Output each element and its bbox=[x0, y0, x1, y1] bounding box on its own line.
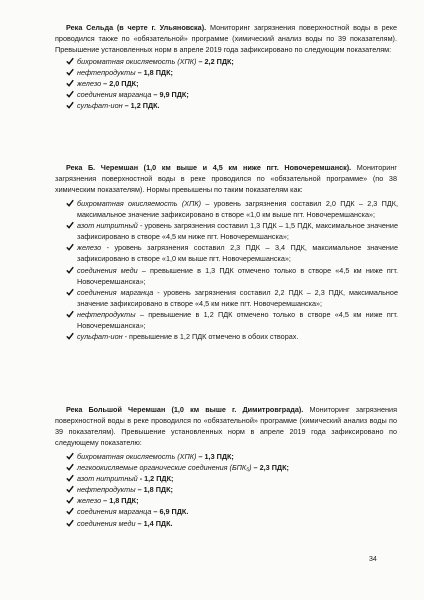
indicator-name: железо bbox=[77, 496, 102, 506]
section-1-paragraph bbox=[55, 22, 397, 55]
list-item bbox=[66, 56, 398, 67]
checkmark-icon bbox=[66, 220, 75, 230]
list-item bbox=[66, 78, 398, 89]
section-1-title: Река Сельда (в черте г. Ульяновска). bbox=[66, 23, 207, 32]
checkmark-icon bbox=[66, 198, 75, 208]
checkmark-icon bbox=[66, 518, 75, 528]
list-item bbox=[66, 462, 398, 473]
indicator-value: – 2,3 ПДК; bbox=[251, 463, 289, 473]
indicator-value: – 1,8 ПДК; bbox=[101, 496, 139, 506]
indicator-text: - превышение в 1,2 ПДК отмечено в обоих створах. bbox=[122, 332, 299, 342]
indicator-value: – 1,4 ПДК. bbox=[135, 518, 173, 528]
indicator-name: азот нитритный bbox=[77, 221, 138, 231]
list-item bbox=[66, 484, 398, 495]
section-2-intro: Мониторинг загрязнения поверхностной воды в реке проводился по «обязательной программе» (по 38 химическим показателям). Нормы превышены по таким показателям как: bbox=[55, 163, 398, 195]
indicator-name: соединения меди bbox=[77, 518, 136, 528]
indicator-text: - уровень загрязнения составил 2,3 ПДК – 3,4 ПДК, максимальное значение зафиксировано в створе «1,0 км выше пгт. Новочеремшанска»; bbox=[77, 243, 398, 264]
checkmark-icon bbox=[66, 89, 75, 99]
list-item bbox=[66, 67, 398, 78]
section-1-intro: Мониторинг загрязнения поверхностной воды в реке проводился также по «обязательной» программе (химический анализ воды по 39 показателям). Превышение установленных норм в апреле 2019 года зафиксировано по следующим показателям: bbox=[55, 23, 398, 55]
indicator-name: железо bbox=[77, 79, 102, 89]
indicator-text: – уровень загрязнения составил 2,0 ПДК – 2,3 ПДК, максимальное значение зафиксировано в створе «1,0 км выше пгт. Новочеремшанска»; bbox=[77, 199, 398, 220]
indicator-value: – 6,9 ПДК. bbox=[151, 507, 189, 517]
checkmark-icon bbox=[66, 309, 75, 319]
checkmark-icon bbox=[66, 451, 75, 461]
indicator-name: сульфат-ион bbox=[77, 332, 123, 342]
indicator-text: - уровень загрязнения составил 2,2 ПДК – 2,3 ПДК, максимальное значение зафиксировано в створе «4,5 км ниже пгт. Новочеремшанска»; bbox=[77, 287, 398, 308]
indicator-name: легкоокисляемые органические соединения (БПК₅) bbox=[77, 463, 252, 473]
indicator-name: соединения меди bbox=[77, 265, 138, 275]
checkmark-icon bbox=[66, 100, 75, 110]
list-item bbox=[66, 495, 398, 506]
checkmark-icon bbox=[66, 56, 75, 66]
section-2-list bbox=[66, 198, 398, 342]
list-item bbox=[66, 331, 398, 342]
indicator-name: сульфат-ион bbox=[77, 101, 123, 111]
indicator-text: – превышение в 1,3 ПДК отмечено только в створе «4,5 км ниже пгт. Новочеремшанска»; bbox=[77, 265, 398, 286]
checkmark-icon bbox=[66, 462, 75, 472]
indicator-value: – 1,8 ПДК; bbox=[135, 68, 173, 78]
indicator-value: – 2,2 ПДК; bbox=[196, 57, 234, 66]
indicator-name: соединения марганца bbox=[77, 507, 152, 517]
checkmark-icon bbox=[66, 484, 75, 494]
indicator-value: – 1,2 ПДК. bbox=[122, 101, 160, 111]
indicator-text: - уровень загрязнения составил 1,3 ПДК – 1,5 ПДК, максимальное значение зафиксировано в створе «4,5 км ниже пгт. Новочеремшанска»; bbox=[77, 221, 399, 242]
checkmark-icon bbox=[66, 287, 75, 297]
list-item bbox=[66, 242, 398, 264]
list-item bbox=[66, 265, 398, 287]
indicator-name: железо bbox=[77, 243, 102, 253]
list-item bbox=[66, 309, 398, 331]
indicator-value: – 1,8 ПДК; bbox=[135, 485, 173, 495]
list-item bbox=[66, 287, 398, 309]
indicator-name: соединения марганца bbox=[77, 90, 152, 100]
indicator-text: – превышение в 1,2 ПДК отмечено только в створе «4,5 км ниже пгт. Новочеремшанска»; bbox=[77, 309, 398, 331]
list-item bbox=[66, 198, 398, 220]
indicator-name: нефтепродукты bbox=[77, 485, 136, 495]
list-item bbox=[66, 89, 398, 100]
indicator-value: - 1,2 ПДК; bbox=[137, 474, 174, 484]
checkmark-icon bbox=[66, 78, 75, 88]
section-3-intro: Мониторинг загрязнения поверхностной воды в реке проводился по «обязательной» программе (химический анализ воды по 39 показателям). Превышение установленных норм в апреле 2019 года зафиксировано по следующему показателю: bbox=[55, 405, 397, 448]
page-number: 34 bbox=[369, 556, 377, 563]
indicator-name: нефтепродукты bbox=[77, 309, 136, 319]
section-3-list bbox=[66, 451, 398, 529]
section-3-title: Река Большой Черемшан (1,0 км выше г. Димитровграда). bbox=[66, 405, 304, 414]
checkmark-icon bbox=[66, 242, 75, 252]
checkmark-icon bbox=[66, 473, 75, 483]
list-item bbox=[66, 220, 398, 242]
checkmark-icon bbox=[66, 495, 75, 505]
section-2-paragraph bbox=[55, 162, 397, 195]
list-item bbox=[66, 518, 398, 529]
indicator-name: нефтепродукты bbox=[77, 68, 136, 78]
list-item bbox=[66, 506, 398, 517]
indicator-name: бихроматная окисляемость (ХПК) bbox=[77, 452, 197, 461]
checkmark-icon bbox=[66, 67, 75, 77]
list-item bbox=[66, 451, 398, 462]
checkmark-icon bbox=[66, 265, 75, 275]
indicator-name: бихроматная окисляемость (ХПК) bbox=[77, 57, 197, 66]
checkmark-icon bbox=[66, 506, 75, 516]
indicator-name: бихроматная окисляемость (ХПК) bbox=[77, 199, 202, 208]
list-item bbox=[66, 100, 398, 111]
indicator-name: азот нитритный bbox=[77, 474, 138, 484]
section-1-list bbox=[66, 56, 398, 111]
checkmark-icon bbox=[66, 331, 75, 341]
indicator-value: – 9,9 ПДК; bbox=[151, 90, 189, 100]
list-item bbox=[66, 473, 398, 484]
indicator-value: – 2,0 ПДК; bbox=[101, 79, 139, 89]
indicator-value: – 1,3 ПДК; bbox=[196, 452, 234, 461]
section-3-paragraph bbox=[55, 404, 397, 448]
section-2-title: Река Б. Черемшан (1,0 км выше и 4,5 км ниже пгт. Новочеремшанск). bbox=[66, 163, 352, 172]
indicator-name: соединения марганца bbox=[77, 287, 154, 297]
